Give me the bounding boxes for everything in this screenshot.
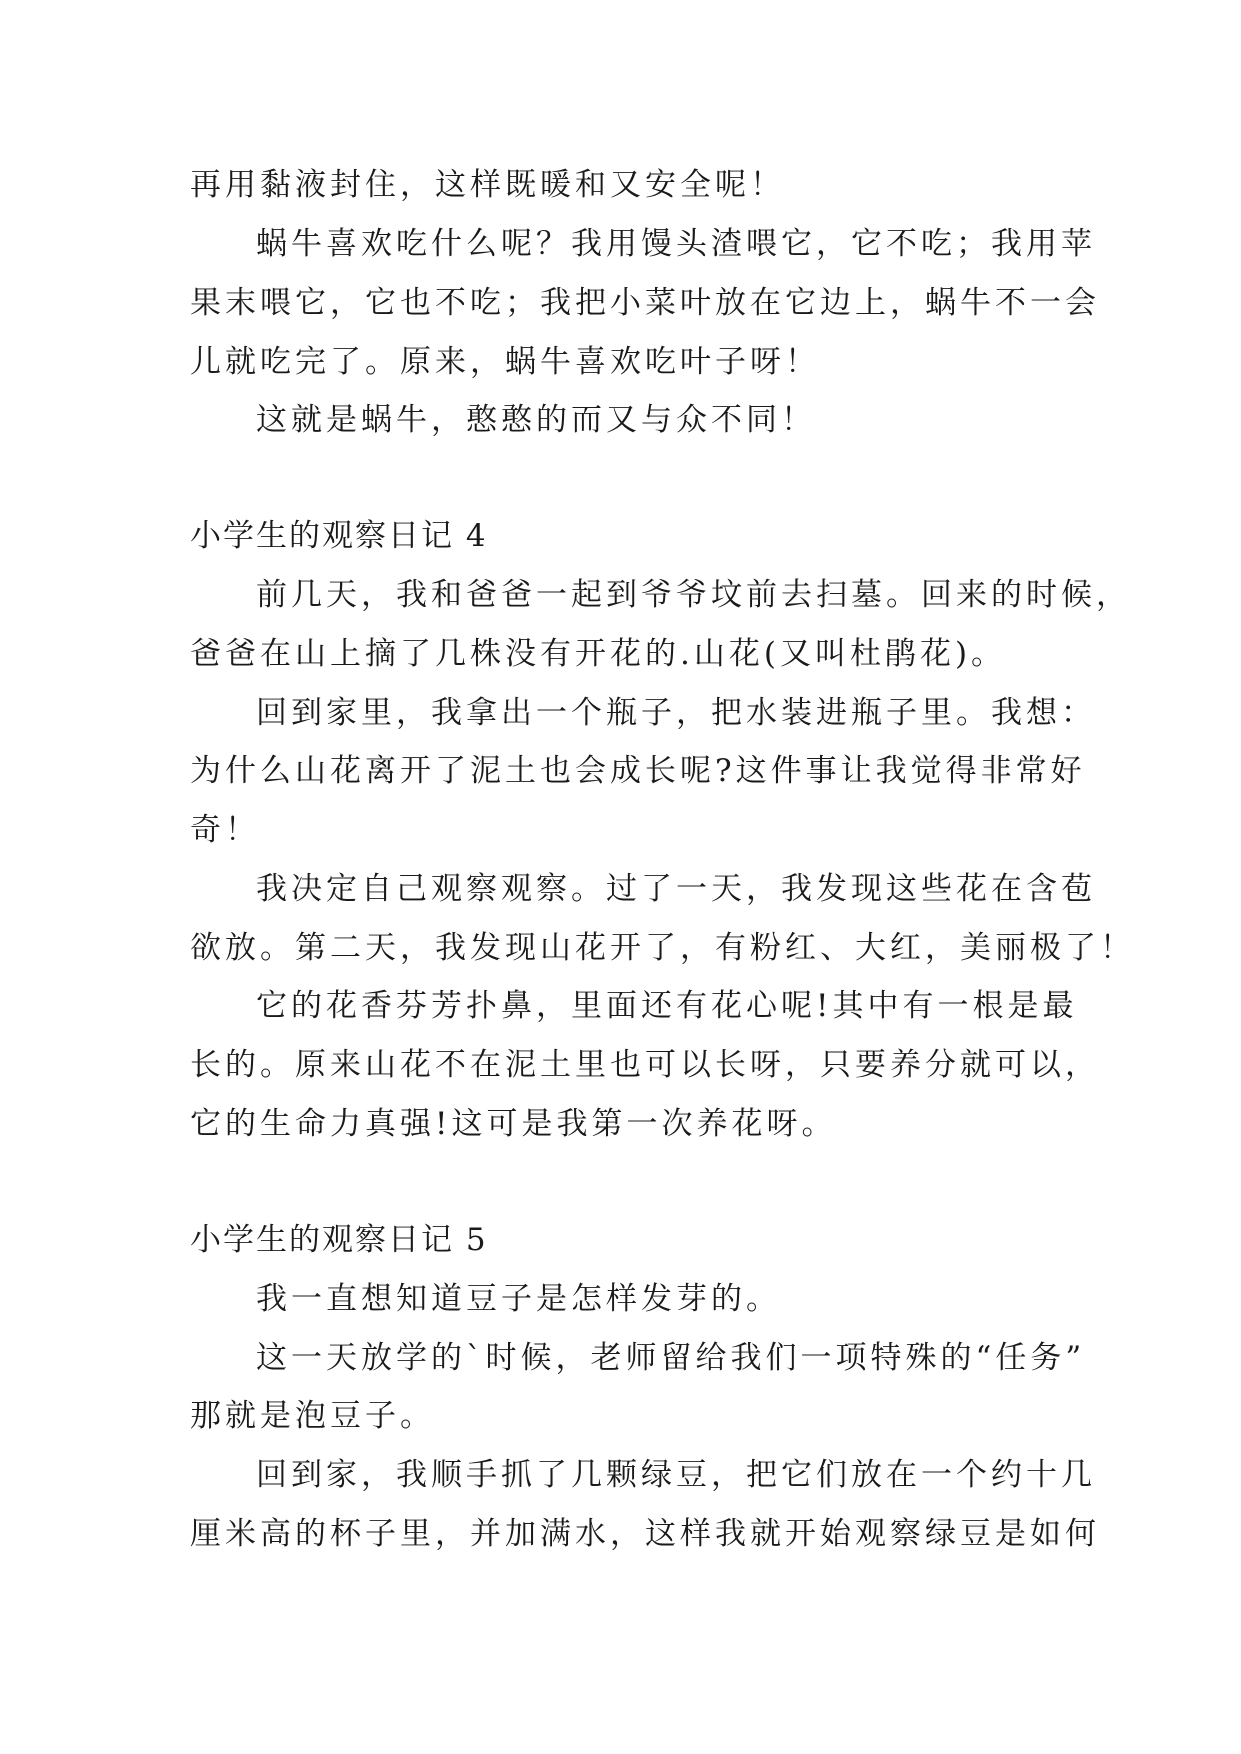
paragraph-start: 前几天，我和爸爸一起到爷爷坟前去扫墓。回来的时候， (256, 577, 1131, 613)
paragraph-start: 这就是蜗牛，憨憨的而又与众不同！ (256, 402, 816, 438)
text-line: 奇！ (190, 812, 260, 848)
text-line: 欲放。第二天，我发现山花开了，有粉红、大红，美丽极了！ (190, 930, 1135, 966)
paragraph-start: 回到家里，我拿出一个瓶子，把水装进瓶子里。我想： (256, 695, 1096, 731)
text-line: 厘米高的杯子里，并加满水，这样我就开始观察绿豆是如何 (190, 1516, 1100, 1552)
section-heading: 小学生的观察日记 5 (190, 1222, 488, 1258)
text-line: 那就是泡豆子。 (190, 1398, 435, 1434)
text-line: 它的生命力真强!这可是我第一次养花呀。 (190, 1106, 837, 1142)
paragraph-start: 我一直想知道豆子是怎样发芽的。 (256, 1281, 781, 1317)
paragraph-start: 蜗牛喜欢吃什么呢？我用馒头渣喂它，它不吃；我用苹 (256, 226, 1096, 262)
text-line: 为什么山花离开了泥土也会成长呢?这件事让我觉得非常好 (190, 753, 1086, 789)
text-line: 儿就吃完了。原来，蜗牛喜欢吃叶子呀！ (190, 344, 820, 380)
section-heading: 小学生的观察日记 4 (190, 518, 488, 554)
text-line: 果末喂它，它也不吃；我把小菜叶放在它边上，蜗牛不一会 (190, 285, 1100, 321)
text-line: 长的。原来山花不在泥土里也可以长呀，只要养分就可以， (190, 1047, 1100, 1083)
paragraph-start: 它的花香芬芳扑鼻，里面还有花心呢!其中有一根是最 (256, 988, 1078, 1024)
paragraph-start: 回到家，我顺手抓了几颗绿豆，把它们放在一个约十几 (256, 1457, 1096, 1493)
text-line: 爸爸在山上摘了几株没有开花的.山花(又叫杜鹃花)。 (190, 636, 1007, 672)
paragraph-start: 这一天放学的`时候，老师留给我们一项特殊的“任务” (256, 1340, 1086, 1376)
text-line: 再用黏液封住，这样既暖和又安全呢！ (190, 167, 785, 203)
paragraph-start: 我决定自己观察观察。过了一天，我发现这些花在含苞 (256, 871, 1096, 907)
